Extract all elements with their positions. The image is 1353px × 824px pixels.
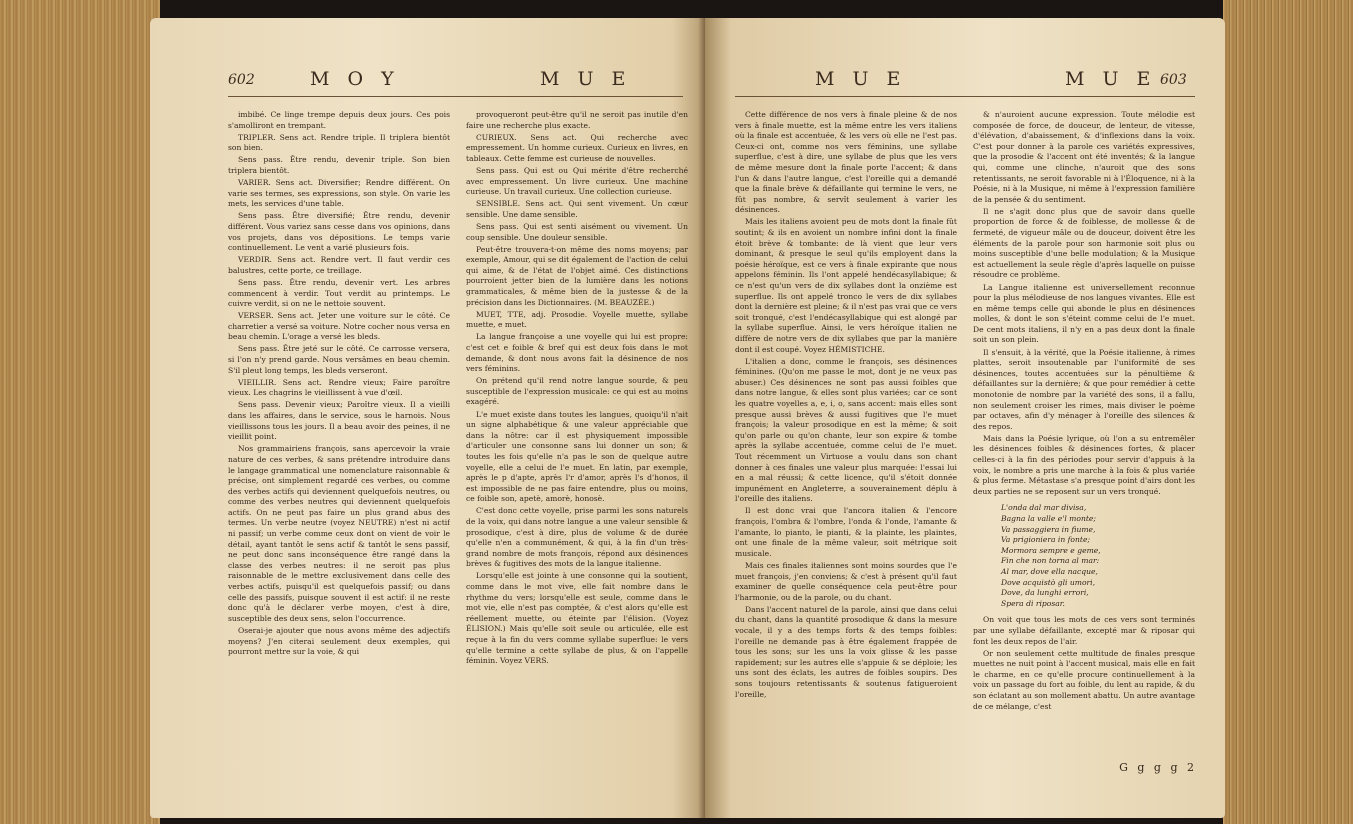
paragraph: Cette différence de nos vers à finale pleine & de nos vers à finale muette, est la même entre les vers italiens où la finale est accentuée, & les vers où elle ne l'est pas. Ceux-ci ont, comme nos vers féminins, une syllabe superflue, c'est à dire, une syllabe de plus que les vers de même mesure dont la finale porte l'accent; & dans l'un & dans l'autre langue, c'est l'oreille qui a demandé que la finale brève & défaillante qui termine le vers, ne fût pas nombre, & servît seulement à varier les désinences. — [735, 110, 957, 215]
verse-line: Va prigioniera in fonte; — [1001, 535, 1091, 545]
right-running-head-right: M U E — [1065, 68, 1157, 90]
paragraph: Mais dans la Poésie lyrique, où l'on a su entremêler les désinences foibles & désinences fortes, & placer celles-ci à la fin des périodes pour servir d'appuis à la voix, le nombre a pris une marche à la fois & plus variée & plus ferme. Métastase s'a presque point d'airs dont les deux parties ne se reposent sur un vers tronqué. — [973, 433, 1195, 496]
paragraph: Sens pass. Être rendu, devenir triple. Son bien triplera bientôt. — [228, 155, 450, 175]
right-fore-edge — [1223, 0, 1353, 824]
left-page-number: 602 — [228, 72, 255, 88]
left-running-head-right: M U E — [540, 68, 632, 90]
paragraph: MUET, TTE, adj. Prosodie. Voyelle muette, syllabe muette, e muet. — [466, 309, 688, 330]
paragraph: On prétend qu'il rend notre langue sourde, & peu susceptible de l'expression musicale: ce qui est au moins exagéré. — [466, 376, 688, 407]
right-column-1 — [735, 110, 957, 800]
paragraph: Sens pass. Qui est senti aisément ou vivement. Un coup sensible. Une douleur sensible. — [466, 221, 688, 242]
poem-verse — [1001, 503, 1195, 609]
paragraph: La Langue italienne est universellement reconnue pour la plus mélodieuse de nos langues vivantes. Elle est en même temps celle qui abonde le plus en désinences molles, & dont le son s'éteint comme celui de l'e muet. De cent mots italiens, il n'y en a pas deux dont la finale soit un son plein. — [973, 282, 1195, 345]
paragraph: L'e muet existe dans toutes les langues, quoiqu'il n'ait un signe alphabétique & une valeur appréciable que dans la nôtre: car il est physiquement impossible d'articuler une consonne sans lui donner un son; & toutes les fois qu'elle n'a pas le son de quelque autre voyelle, elle a celui de l'e muet. En latin, par exemple, après le p d'apte, après l'r d'amor, après l's d'honos, il est impossible de ne pas faire entendre, plus ou moins, ce foible son, apetè, amorè, honosè. — [466, 409, 688, 504]
verse-line: Bagna la valle e'l monte; — [1001, 513, 1096, 523]
left-running-head-left: M O Y — [310, 68, 400, 90]
paragraph: VIEILLIR. Sens act. Rendre vieux; Faire paroître vieux. Les chagrins le vieillissent à vue d'œil. — [228, 377, 450, 398]
paragraph: Peut-être trouvera-t-on même des noms moyens; par exemple, Amour, qui se dit également de l'action de celui qui aime, & de l'état de l'objet aimé. Ces distinctions pourroient jetter bien de la lumière dans les notions grammaticales, & même bien de la justesse & de la précision dans les Dictionnaires. (M. BEAUZÉE.) — [466, 244, 688, 307]
left-column-2 — [466, 110, 688, 800]
paragraph: & n'auroient aucune expression. Toute mélodie est composée de force, de douceur, de lenteur, de vitesse, d'élévation, d'abaissement, & d'inflexions dans la voix. C'est pour donner à la parole ces variétés expressives, que la prosodie & l'accent ont été inventés; & la langue qui, comme une clinche, n'auroit que des sons retentissants, ne seroit favorable ni à l'Éloquence, ni à la Poésie, ni à la Musique, ni même à l'expression familière de la pensée & du sentiment. — [973, 110, 1195, 204]
verse-line: Mormora sempre e geme, — [1001, 545, 1101, 555]
verse-line: Spera di riposar. — [1001, 598, 1065, 608]
verse-line: L'onda dal mar divisa, — [1001, 503, 1087, 513]
left-column-1 — [228, 110, 450, 800]
paragraph: On voit que tous les mots de ces vers sont terminés par une syllabe défaillante, excepté mar & riposar qui font les deux repos de l'air. — [973, 615, 1195, 646]
paragraph: Sens pass. Devenir vieux; Paroître vieux. Il a vieilli dans les affaires, dans le service, sous le harnois. Nous vieillissons tous les jours. Il a beau avoir des peines, il ne vieillit point. — [228, 400, 450, 442]
paragraph: Sens pass. Être jeté sur le côté. Ce carrosse versera, si l'on n'y prend garde. Nous versâmes en beau chemin. S'il pleut long temps, les bleds verseront. — [228, 344, 450, 375]
paragraph: Oserai-je ajouter que nous avons même des adjectifs moyens? J'en citerai seulement deux exemples, qui pourront mettre sur la voie, & qui — [228, 625, 450, 657]
left-head-rule — [228, 96, 683, 97]
paragraph: SENSIBLE. Sens act. Qui sent vivement. Un cœur sensible. Une dame sensible. — [466, 199, 688, 219]
right-page-number: 603 — [1160, 72, 1187, 88]
right-running-head-left: M U E — [815, 68, 907, 90]
paragraph: Nos grammairiens françois, sans apercevoir la vraie nature de ces verbes, & sans prétendre introduire dans le langage grammatical une nomenclature raisonnable & précise, ont simplement regardé ces verbes, ou comme des verbes actifs qui deviennent quelquefois neutres, ou comme des verbes neutres qui deviennent quelquefois actifs. On ne peut pas faire un plus grand abus des termes. Un verbe neutre (voyez NEUTRE) n'est ni actif ni passif; un verbe comme ceux dont on vient de voir le détail, ayant tantôt le sens actif & tantôt le sens passif, ne peut donc sans inconséquence être rangé dans la classe des verbes neutres: il ne seroit pas plus raisonnable de le mettre exclusivement dans celle des verbes actifs, puisqu'il est quelquefois passif; ou dans celle des passifs, puisque souvent il est actif: il ne reste donc qu'à le déclarer verbe moyen, c'est à dire, susceptible des deux sens, selon l'occurrence. — [228, 444, 450, 623]
verse-line: Va passaggiera in fiume, — [1001, 524, 1096, 534]
verse-line: Fin che non torna al mar: — [1001, 556, 1100, 566]
right-head-rule — [735, 96, 1195, 97]
paragraph: L'italien a donc, comme le françois, ses désinences féminines. (Qu'on me passe le mot, dont je ne veux pas abuser.) Ces désinences ne sont pas aussi foibles que dans notre langue, & elles sont plus variées; car ce sont les quatre voyelles a, e, i, o, sans accent: mais elles sont presque aussi brèves & aussi fugitives que l'e muet françois; la valeur prosodique en est la même; & soit qu'on parle ou qu'on chante, leur son expire & tombe après la syllabe accentuée, comme celui de l'e muet. Tout récemment un Virtuose a voulu dans son chant donner à ces finales une valeur plus marquée: l'essai lui en a mal réussi; & cette licence, qu'il s'étoit donnée impunément en Angleterre, a souverainement déplu à l'oreille des italiens. — [735, 356, 957, 504]
paragraph: VARIER. Sens act. Diversifier; Rendre différent. On varie ses termes, ses expressions, son style. On varie les mets, les services d'une table. — [228, 178, 450, 209]
paragraph: Dans l'accent naturel de la parole, ainsi que dans celui du chant, dans la quantité prosodique & dans la mesure vocale, il y a des temps forts & des temps foibles: l'oreille ne demande pas à être également frappée de tous les sons; sur les uns la voix glisse & les passe rapidement; sur les autres elle s'appuie & se déploie; les uns sont des éclats, les autres de foibles soupirs. Des sons toujours retentissants & soutenus fatigueroient l'oreille, — [735, 604, 957, 699]
paragraph: Sens pass. Qui est ou Qui mérite d'être recherché avec empressement. Un livre curieux. Une machine curieuse. Un travail curieux. Une collection curieuse. — [466, 165, 688, 197]
verse-line: Al mar, dove ella nacque, — [1001, 566, 1098, 576]
paragraph: Lorsqu'elle est jointe à une consonne qui la soutient, comme dans le mot vive, elle fait nombre dans le rhythme du vers; lorsqu'elle est seule, comme dans le mot vie, elle n'est pas comptée, & c'est alors qu'elle est réellement muette, ou éteinte par l'élision. (Voyez ÉLISION.) Mais qu'elle soit seule ou articulée, elle est reçue à la fin du vers comme syllabe superflue: le vers qu'elle termine a cette syllabe de plus, & on l'appelle féminin. Voyez VERS. — [466, 571, 688, 666]
left-page — [150, 18, 705, 818]
paragraph: TRIPLER. Sens act. Rendre triple. Il triplera bientôt son bien. — [228, 132, 450, 153]
right-column-2 — [973, 110, 1195, 790]
paragraph: provoqueront peut-être qu'il ne seroit pas inutile d'en faire une recherche plus exacte. — [466, 110, 688, 130]
paragraph: Il s'ensuit, à la vérité, que la Poésie italienne, à rimes plattes, seroit insoutenable par l'uniformité de ses désinences, toutes accentuées sur la pénultième & défaillantes sur la dernière; & que pour remédier à cette monotonie de nombre par la variété des sons, il a fallu, non seulement croiser les rimes, mais diviser le poème par octaves, afin d'y ménager à l'oreille des silences & des repos. — [973, 347, 1195, 431]
verse-line: Dove, da lunghi errori, — [1001, 588, 1089, 598]
paragraph: Or non seulement cette multitude de finales presque muettes ne nuit point à l'accent musical, mais elle en fait le charme, en ce qu'elle procure continuellement à la voix un passage du fort au foible, du lent au rapide, & du son éclatant au son mollement abattu. Un autre avantage de ce mélange, c'est — [973, 648, 1195, 711]
paragraph: Sens pass. Être diversifié; Être rendu, devenir différent. Vous variez sans cesse dans vos opinions, dans vos projets, dans vos dépositions. Le temps varie continuellement. Le vent a varié plusieurs fois. — [228, 211, 450, 253]
paragraph: Mais les italiens avoient peu de mots dont la finale fût soutint; & ils en avoient un nombre infini dont la finale étoit brève & tombante: de là vient que leur vers dominant, & presque le seul qu'ils employent dans la poésie héroïque, est ce vers à finale expirante que nous appelons féminin. Ils l'ont appelé hendécasyllabique; & ce n'est qu'un vers de dix syllabes dont la onzième est superflue. Ils ont appelé tronco le vers de dix syllabes dont la dernière est pleine; & il n'est pas vrai que ce vers soit tronqué, c'est l'endécasyllabique qui est alongé par la syllabe superflue. Ainsi, le vers héroïque italien ne diffère de notre vers de dix syllabes que par la manière dont il est coupé. Voyez HÉMISTICHE. — [735, 217, 957, 354]
left-fore-edge — [0, 0, 160, 824]
paragraph: VERSER. Sens act. Jeter une voiture sur le côté. Ce charretier a versé sa voiture. Notre cocher nous versa en beau chemin. L'orage a versé les bleds. — [228, 311, 450, 342]
right-page — [705, 18, 1225, 818]
paragraph: CURIEUX. Sens act. Qui recherche avec empressement. Un homme curieux. Curieux en livres, en tableaux. Cette femme est curieuse de nouvelles. — [466, 132, 688, 163]
paragraph: imbibé. Ce linge trempe depuis deux jours. Ces pois s'amolliront en trempant. — [228, 110, 450, 130]
paragraph: Mais ces finales italiennes sont moins sourdes que l'e muet françois, j'en conviens; & c'est à présent qu'il faut examiner de quelle conséquence cela peut-être pour l'harmonie, ou de la parole, ou du chant. — [735, 560, 957, 602]
paragraph: VERDIR. Sens act. Rendre vert. Il faut verdir ces balustres, cette porte, ce treillage. — [228, 255, 450, 275]
signature-mark: G g g g 2 — [1119, 761, 1197, 774]
paragraph: Il ne s'agit donc plus que de savoir dans quelle proportion de force & de foiblesse, de mollesse & de fermeté, de vigueur mâle ou de douceur, doivent être les éléments de la parole pour son harmonie soit plus ou moins susceptible d'une belle modulation; & la Musique est actuellement la seule règle d'après laquelle on puisse résoudre ce problème. — [973, 206, 1195, 280]
paragraph: La langue françoise a une voyelle qui lui est propre: c'est cet e foible & bref qui est deux fois dans le mot demande, & dont nous avons fait la désinence de nos vers féminins. — [466, 332, 688, 374]
verse-line: Dove acquistò gli umori, — [1001, 577, 1096, 587]
paragraph: C'est donc cette voyelle, prise parmi les sons naturels de la voix, qui dans notre langue a une valeur sensible & prosodique, c'est à dire, plus de volume & de durée qu'elle n'en a communément, & qui, à la fin d'un très-grand nombre de mots françois, répond aux désinences brèves & fugitives des mots de la langue italienne. — [466, 506, 688, 569]
paragraph: Sens pass. Être rendu, devenir vert. Les arbres commencent à verdir. Tout verdit au printemps. Le cuivre verdit, si on ne le nettoie souvent. — [228, 277, 450, 309]
paragraph: Il est donc vrai que l'ancora italien & l'encore françois, l'ombra & l'ombre, l'onda & l'onde, l'amante & l'amante, lo pianto, le pianti, & la plainte, les plaintes, ont une finale de la même valeur, soit métrique soit musicale. — [735, 506, 957, 558]
